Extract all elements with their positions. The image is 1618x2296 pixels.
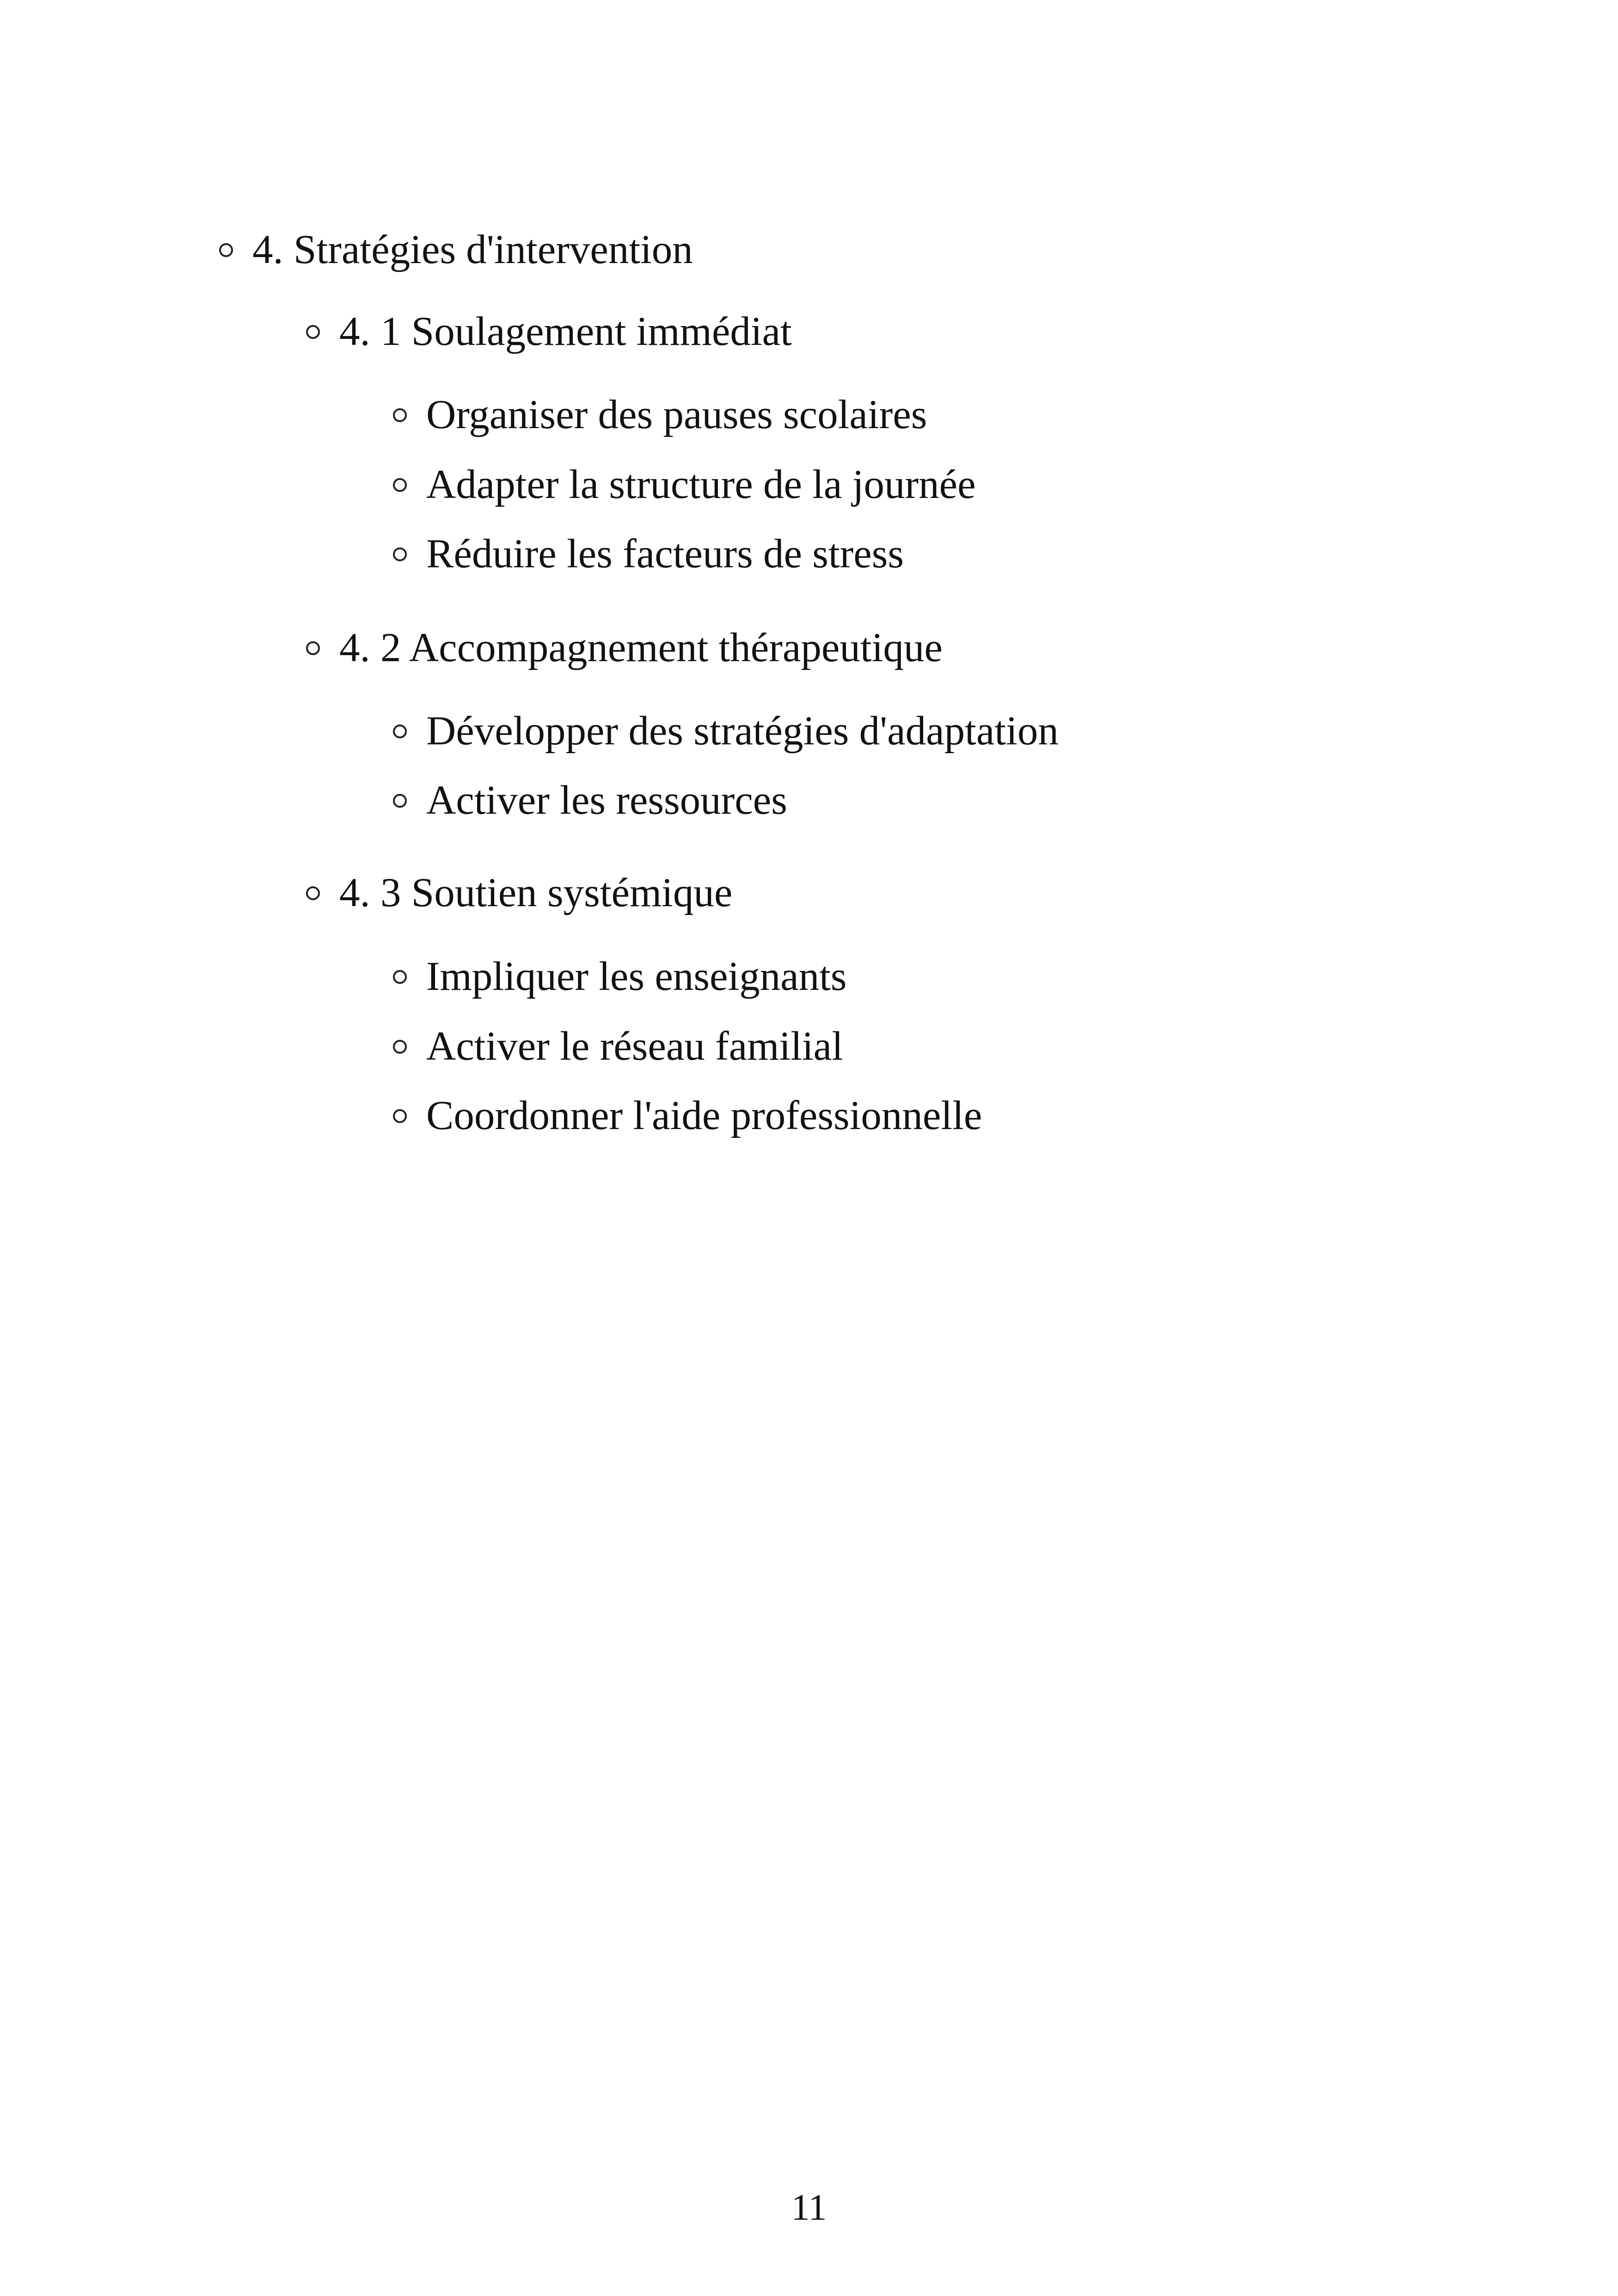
outline-section-heading <box>219 229 693 270</box>
list-item <box>393 394 927 436</box>
list-item <box>393 464 976 505</box>
hollow-circle-bullet-icon <box>393 478 407 492</box>
list-item-text: Organiser des pauses scolaires <box>426 392 927 437</box>
list-item <box>393 1095 982 1136</box>
list-item-text: Impliquer les enseignants <box>426 954 847 999</box>
list-item <box>393 780 787 821</box>
hollow-circle-bullet-icon <box>306 641 320 655</box>
page-number: 11 <box>791 2187 827 2228</box>
hollow-circle-bullet-icon <box>306 325 320 339</box>
hollow-circle-bullet-icon <box>393 794 407 808</box>
subsection-title: 4. 3 Soutien systémique <box>339 870 733 915</box>
list-item <box>393 1026 843 1067</box>
section-title: 4. Stratégies d'intervention <box>252 227 693 272</box>
hollow-circle-bullet-icon <box>393 970 407 984</box>
list-item <box>393 956 847 997</box>
list-item-text: Activer les ressources <box>426 778 787 823</box>
list-item-text: Développer des stratégies d'adaptation <box>426 708 1059 754</box>
list-item-text: Réduire les facteurs de stress <box>426 531 904 577</box>
list-item-text: Activer le réseau familial <box>426 1024 843 1069</box>
list-item <box>393 708 1059 754</box>
hollow-circle-bullet-icon <box>393 408 407 422</box>
hollow-circle-bullet-icon <box>393 1040 407 1054</box>
outline-subsection-heading <box>306 627 943 669</box>
outline-subsection-heading <box>306 311 792 352</box>
hollow-circle-bullet-icon <box>393 724 407 738</box>
subsection-title: 4. 2 Accompagnement thérapeutique <box>339 625 943 670</box>
outline-subsection-heading <box>306 872 732 914</box>
hollow-circle-bullet-icon <box>306 886 320 900</box>
hollow-circle-bullet-icon <box>393 1109 407 1123</box>
list-item <box>393 531 904 577</box>
list-item-text: Adapter la structure de la journée <box>426 462 976 507</box>
hollow-circle-bullet-icon <box>219 243 233 257</box>
list-item-text: Coordonner l'aide professionnelle <box>426 1093 982 1138</box>
hollow-circle-bullet-icon <box>393 547 407 561</box>
subsection-title: 4. 1 Soulagement immédiat <box>339 309 792 354</box>
